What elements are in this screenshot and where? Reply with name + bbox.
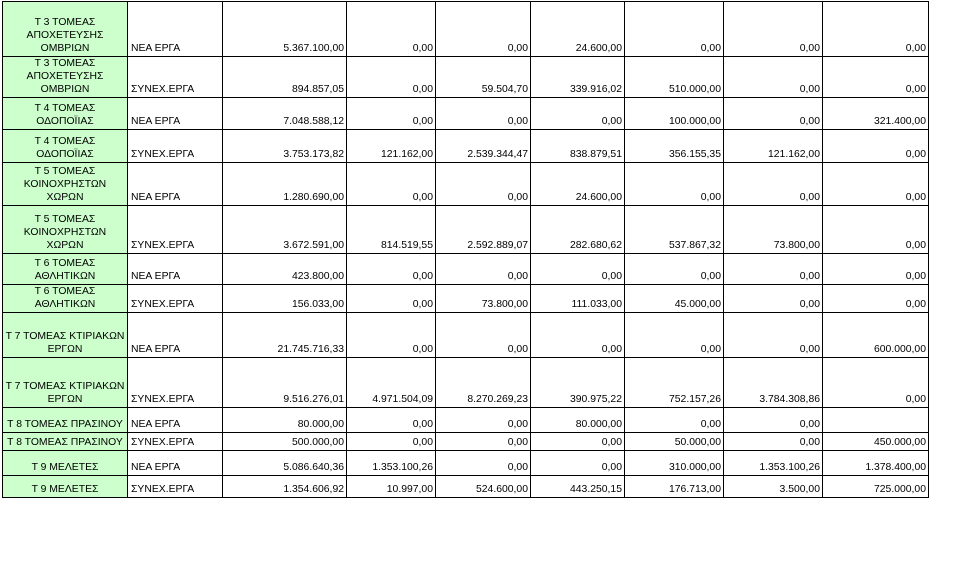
sector-name-cell: Τ 3 ΤΟΜΕΑΣ ΑΠΟΧΕΤΕΥΣΗΣ ΟΜΒΡΙΩΝ: [3, 57, 128, 98]
sector-name-cell: Τ 8 ΤΟΜΕΑΣ ΠΡΑΣΙΝΟΥ: [3, 408, 128, 433]
amount-cell: 0,00: [531, 433, 625, 451]
amount-cell: 1.280.690,00: [223, 163, 347, 206]
sector-name-cell: Τ 5 ΤΟΜΕΑΣ ΚΟΙΝΟΧΡΗΣΤΩΝ ΧΩΡΩΝ: [3, 206, 128, 254]
amount-cell: 0,00: [531, 98, 625, 130]
amount-cell: 443.250,15: [531, 476, 625, 498]
amount-cell: 0,00: [724, 285, 823, 313]
amount-cell: 524.600,00: [436, 476, 531, 498]
amount-cell: 0,00: [436, 2, 531, 57]
amount-cell: 24.600,00: [531, 2, 625, 57]
amount-cell: 10.997,00: [347, 476, 436, 498]
amount-cell: 0,00: [724, 254, 823, 285]
amount-cell: 725.000,00: [823, 476, 929, 498]
amount-cell: 339.916,02: [531, 57, 625, 98]
amount-cell: 510.000,00: [625, 57, 724, 98]
amount-cell: 0,00: [823, 2, 929, 57]
project-type-cell: ΣΥΝΕΧ.ΕΡΓΑ: [128, 285, 223, 313]
amount-cell: 73.800,00: [436, 285, 531, 313]
table-row: [3, 433, 929, 451]
amount-cell: 0,00: [531, 451, 625, 476]
sector-name-cell: Τ 9 ΜΕΛΕΤΕΣ: [3, 451, 128, 476]
amount-cell: 0,00: [436, 98, 531, 130]
amount-cell: 0,00: [724, 98, 823, 130]
table-row: [3, 2, 929, 57]
amount-cell: 50.000,00: [625, 433, 724, 451]
table-row: [3, 451, 929, 476]
amount-cell: 0,00: [347, 433, 436, 451]
amount-cell: 0,00: [436, 163, 531, 206]
amount-cell: 100.000,00: [625, 98, 724, 130]
amount-cell: 21.745.716,33: [223, 313, 347, 358]
amount-cell: 0,00: [436, 408, 531, 433]
amount-cell: 0,00: [531, 313, 625, 358]
amount-cell: 0,00: [823, 206, 929, 254]
amount-cell: [823, 408, 929, 433]
amount-cell: 0,00: [625, 254, 724, 285]
amount-cell: 0,00: [347, 57, 436, 98]
amount-cell: 2.539.344,47: [436, 130, 531, 163]
amount-cell: 0,00: [625, 2, 724, 57]
sector-name-cell: Τ 7 ΤΟΜΕΑΣ ΚΤΙΡΙΑΚΩΝ ΕΡΓΩΝ: [3, 358, 128, 408]
amount-cell: 0,00: [625, 408, 724, 433]
table-row: [3, 313, 929, 358]
amount-cell: 838.879,51: [531, 130, 625, 163]
amount-cell: 0,00: [724, 313, 823, 358]
amount-cell: 0,00: [436, 254, 531, 285]
project-type-cell: ΣΥΝΕΧ.ΕΡΓΑ: [128, 57, 223, 98]
amount-cell: 80.000,00: [223, 408, 347, 433]
amount-cell: 390.975,22: [531, 358, 625, 408]
amount-cell: 5.367.100,00: [223, 2, 347, 57]
project-type-cell: ΝΕΑ ΕΡΓΑ: [128, 98, 223, 130]
amount-cell: 0,00: [823, 358, 929, 408]
table-row: [3, 408, 929, 433]
project-type-cell: ΣΥΝΕΧ.ΕΡΓΑ: [128, 476, 223, 498]
sector-name-cell: Τ 5 ΤΟΜΕΑΣ ΚΟΙΝΟΧΡΗΣΤΩΝ ΧΩΡΩΝ: [3, 163, 128, 206]
amount-cell: 121.162,00: [347, 130, 436, 163]
sector-name-cell: Τ 9 ΜΕΛΕΤΕΣ: [3, 476, 128, 498]
amount-cell: 500.000,00: [223, 433, 347, 451]
amount-cell: 3.753.173,82: [223, 130, 347, 163]
project-type-cell: ΣΥΝΕΧ.ΕΡΓΑ: [128, 358, 223, 408]
amount-cell: 894.857,05: [223, 57, 347, 98]
table-row: [3, 206, 929, 254]
amount-cell: 8.270.269,23: [436, 358, 531, 408]
amount-cell: 0,00: [724, 408, 823, 433]
amount-cell: 0,00: [347, 285, 436, 313]
amount-cell: 2.592.889,07: [436, 206, 531, 254]
sector-name-cell: Τ 6 ΤΟΜΕΑΣ ΑΘΛΗΤΙΚΩΝ: [3, 254, 128, 285]
amount-cell: 73.800,00: [724, 206, 823, 254]
amount-cell: 0,00: [347, 254, 436, 285]
table-row: [3, 98, 929, 130]
amount-cell: 4.971.504,09: [347, 358, 436, 408]
amount-cell: 0,00: [347, 2, 436, 57]
amount-cell: 0,00: [724, 433, 823, 451]
amount-cell: 0,00: [347, 313, 436, 358]
sector-name-cell: Τ 4 ΤΟΜΕΑΣ ΟΔΟΠΟΪΙΑΣ: [3, 98, 128, 130]
amount-cell: 752.157,26: [625, 358, 724, 408]
amount-cell: 814.519,55: [347, 206, 436, 254]
table-row: [3, 476, 929, 498]
project-type-cell: ΝΕΑ ΕΡΓΑ: [128, 451, 223, 476]
amount-cell: 450.000,00: [823, 433, 929, 451]
amount-cell: 0,00: [724, 2, 823, 57]
table-row: [3, 130, 929, 163]
amount-cell: 282.680,62: [531, 206, 625, 254]
amount-cell: 310.000,00: [625, 451, 724, 476]
amount-cell: 0,00: [823, 163, 929, 206]
amount-cell: 156.033,00: [223, 285, 347, 313]
amount-cell: 0,00: [724, 163, 823, 206]
amount-cell: 176.713,00: [625, 476, 724, 498]
amount-cell: 0,00: [436, 451, 531, 476]
sector-name-cell: Τ 4 ΤΟΜΕΑΣ ΟΔΟΠΟΪΙΑΣ: [3, 130, 128, 163]
amount-cell: 0,00: [625, 163, 724, 206]
amount-cell: 356.155,35: [625, 130, 724, 163]
sector-name-cell: Τ 3 ΤΟΜΕΑΣ ΑΠΟΧΕΤΕΥΣΗΣ ΟΜΒΡΙΩΝ: [3, 2, 128, 57]
amount-cell: 7.048.588,12: [223, 98, 347, 130]
amount-cell: 1.353.100,26: [347, 451, 436, 476]
amount-cell: 5.086.640,36: [223, 451, 347, 476]
amount-cell: 0,00: [625, 313, 724, 358]
project-type-cell: ΝΕΑ ΕΡΓΑ: [128, 408, 223, 433]
sector-name-cell: Τ 7 ΤΟΜΕΑΣ ΚΤΙΡΙΑΚΩΝ ΕΡΓΩΝ: [3, 313, 128, 358]
project-type-cell: ΝΕΑ ΕΡΓΑ: [128, 313, 223, 358]
amount-cell: 1.354.606,92: [223, 476, 347, 498]
amount-cell: 3.500,00: [724, 476, 823, 498]
table-row: [3, 285, 929, 313]
amount-cell: 0,00: [823, 57, 929, 98]
sector-name-cell: Τ 8 ΤΟΜΕΑΣ ΠΡΑΣΙΝΟΥ: [3, 433, 128, 451]
amount-cell: 600.000,00: [823, 313, 929, 358]
amount-cell: 1.353.100,26: [724, 451, 823, 476]
amount-cell: 0,00: [347, 163, 436, 206]
amount-cell: 45.000,00: [625, 285, 724, 313]
amount-cell: 0,00: [823, 285, 929, 313]
amount-cell: 537.867,32: [625, 206, 724, 254]
sector-name-cell: Τ 6 ΤΟΜΕΑΣ ΑΘΛΗΤΙΚΩΝ: [3, 285, 128, 313]
amount-cell: 111.033,00: [531, 285, 625, 313]
amount-cell: 0,00: [724, 57, 823, 98]
project-type-cell: ΣΥΝΕΧ.ΕΡΓΑ: [128, 130, 223, 163]
project-type-cell: ΝΕΑ ΕΡΓΑ: [128, 254, 223, 285]
amount-cell: 3.672.591,00: [223, 206, 347, 254]
amount-cell: 0,00: [436, 433, 531, 451]
table-row: [3, 358, 929, 408]
budget-table: [2, 1, 929, 498]
table-row: [3, 254, 929, 285]
amount-cell: 0,00: [347, 408, 436, 433]
amount-cell: 0,00: [823, 130, 929, 163]
amount-cell: 321.400,00: [823, 98, 929, 130]
table-row: [3, 163, 929, 206]
amount-cell: 0,00: [531, 254, 625, 285]
project-type-cell: ΣΥΝΕΧ.ΕΡΓΑ: [128, 433, 223, 451]
amount-cell: 24.600,00: [531, 163, 625, 206]
amount-cell: 3.784.308,86: [724, 358, 823, 408]
project-type-cell: ΣΥΝΕΧ.ΕΡΓΑ: [128, 206, 223, 254]
project-type-cell: ΝΕΑ ΕΡΓΑ: [128, 163, 223, 206]
amount-cell: 0,00: [347, 98, 436, 130]
amount-cell: 121.162,00: [724, 130, 823, 163]
amount-cell: 80.000,00: [531, 408, 625, 433]
project-type-cell: ΝΕΑ ΕΡΓΑ: [128, 2, 223, 57]
amount-cell: 0,00: [823, 254, 929, 285]
amount-cell: 1.378.400,00: [823, 451, 929, 476]
table-row: [3, 57, 929, 98]
amount-cell: 9.516.276,01: [223, 358, 347, 408]
amount-cell: 59.504,70: [436, 57, 531, 98]
amount-cell: 423.800,00: [223, 254, 347, 285]
amount-cell: 0,00: [436, 313, 531, 358]
